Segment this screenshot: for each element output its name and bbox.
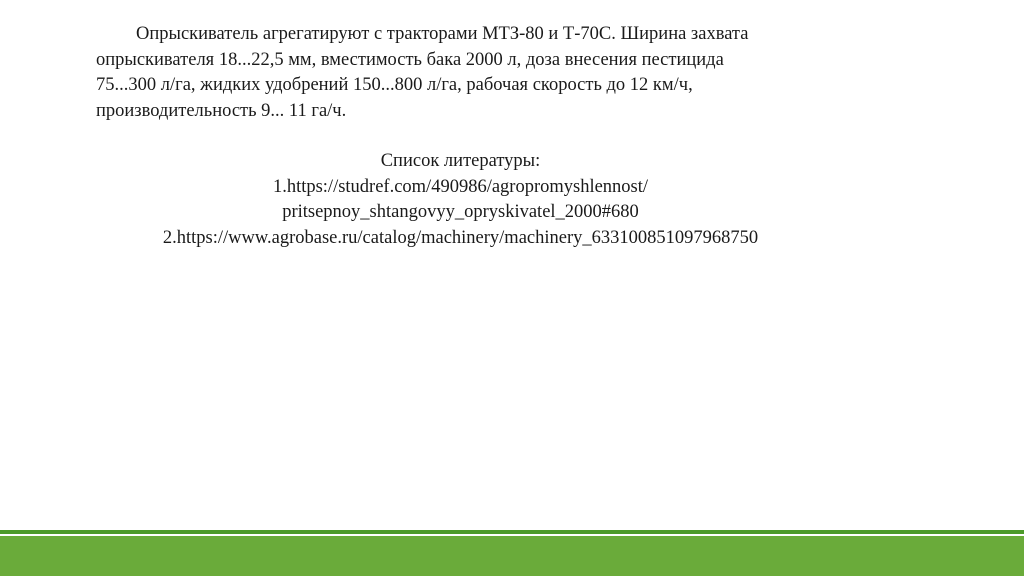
references-section [0, 149, 825, 251]
reference-line[interactable]: 2.https://www.agrobase.ru/catalog/machinery/machinery_633100851097968750 [162, 227, 759, 248]
references-title: Список литературы: [380, 151, 541, 171]
paragraph-line: 75...300 л/га, жидких удобрений 150...800 л/га, рабочая скорость до 12 км/ч, [96, 75, 693, 95]
spacer [96, 124, 856, 149]
paragraph-line: Опрыскиватель агрегатируют с тракторами МТЗ-80 и Т-70С. Ширина захвата [136, 24, 749, 44]
slide-content [96, 22, 856, 251]
description-paragraph [96, 22, 856, 124]
reference-line[interactable]: pritsepnoy_shtangovyy_opryskivatel_2000#680 [282, 202, 639, 222]
footer-accent-line [0, 530, 1024, 534]
footer-bar [0, 536, 1024, 576]
paragraph-line: опрыскивателя 18...22,5 мм, вместимость бака 2000 л, доза внесения пестицида [96, 49, 724, 70]
reference-line[interactable]: 1.https://studref.com/490986/agropromyshlennost/ [272, 176, 649, 197]
paragraph-line: производительность 9... 11 га/ч. [96, 100, 347, 121]
